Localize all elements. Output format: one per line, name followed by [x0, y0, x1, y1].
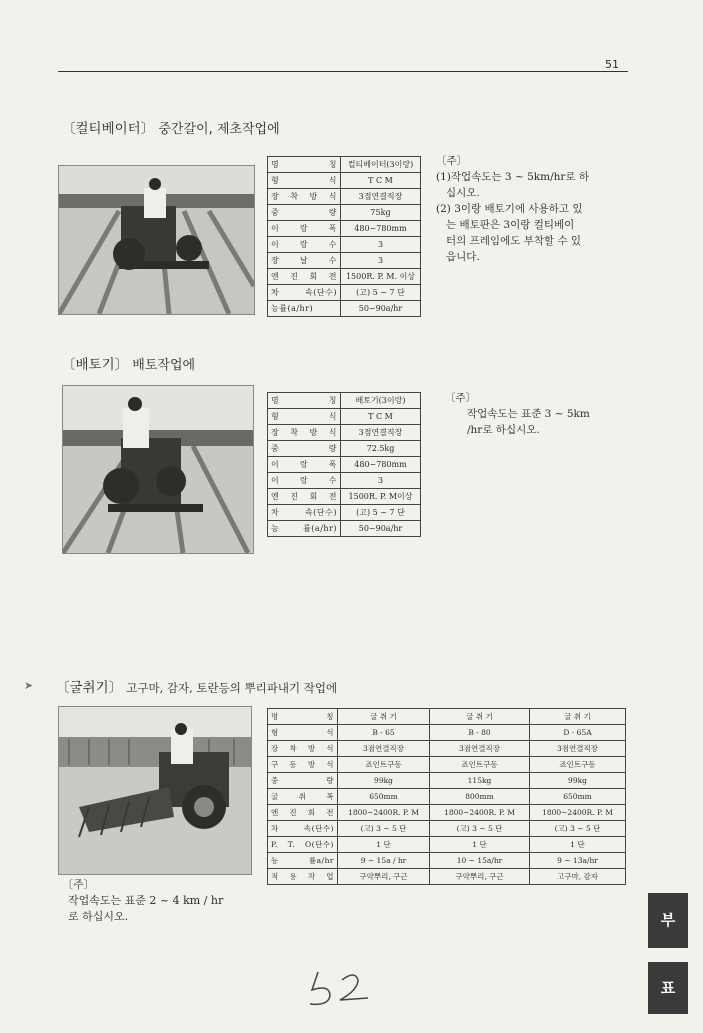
side-tab-bottom: 표: [648, 962, 688, 1014]
spec-row: [268, 505, 421, 521]
handwritten-number: [300, 962, 380, 1016]
spec-value: D - 65A: [530, 725, 626, 741]
spec-label: 이 랑 폭: [268, 457, 341, 473]
spec-value: 650mm: [338, 789, 430, 805]
ridger-note: [445, 390, 590, 438]
spec-value: 99kg: [530, 773, 626, 789]
spec-value: 1 단: [530, 837, 626, 853]
spec-value: 1800~2400R. P. M: [338, 805, 430, 821]
spec-value: 1800~2400R. P. M: [430, 805, 530, 821]
header-cell: 굴 취 기: [430, 709, 530, 725]
spec-row: [268, 789, 626, 805]
digger-photo: [58, 706, 252, 875]
spec-label: 중 량: [268, 205, 341, 221]
note-title: 〔주〕: [445, 392, 477, 404]
spec-row: [268, 837, 626, 853]
spec-value: 3: [341, 237, 421, 253]
spec-label: 엔 진 회 전: [268, 805, 338, 821]
header-cell: 굴 취 기: [530, 709, 626, 725]
spec-value: 고구마, 감자: [530, 869, 626, 885]
spec-row: [268, 425, 421, 441]
spec-value: 1800~2400R. P. M: [530, 805, 626, 821]
digger-title: 〔굴취기〕: [56, 680, 123, 696]
spec-value: 50~90a/hr: [341, 521, 421, 537]
spec-row: [268, 441, 421, 457]
spec-row: [268, 409, 421, 425]
spec-row: [268, 393, 421, 409]
spec-value: 죠인트구동: [430, 757, 530, 773]
spec-row: [268, 869, 626, 885]
digger-spec-table: [267, 708, 626, 885]
spec-row: [268, 725, 626, 741]
spec-value: 72.5kg: [341, 441, 421, 457]
spec-value: B - 65: [338, 725, 430, 741]
spec-value: 1 단: [430, 837, 530, 853]
spec-value: 9 ~ 15a / hr: [338, 853, 430, 869]
spec-value: B - 80: [430, 725, 530, 741]
spec-value: 650mm: [530, 789, 626, 805]
spec-label: 장 착 방 식: [268, 189, 341, 205]
ridger-subtitle: 배토작업에: [132, 358, 196, 373]
spec-value: 컬티베이터(3이랑): [341, 157, 421, 173]
note-line: (2) 3이랑 배토기에 사용하고 있: [436, 203, 583, 215]
side-tab-top: 부: [648, 893, 688, 948]
ridger-title: 〔배토기〕: [62, 357, 129, 373]
spec-label: 명 칭: [268, 393, 341, 409]
spec-label: 능 률a/hr: [268, 853, 338, 869]
ridger-spec-table: [267, 392, 421, 537]
digger-heading: [56, 676, 337, 696]
spec-value: 480~780mm: [341, 221, 421, 237]
spec-value: 50~90a/hr: [341, 301, 421, 317]
spec-value: 9 ~ 13a/hr: [530, 853, 626, 869]
spec-value: 115kg: [430, 773, 530, 789]
note-line: 십시오.: [436, 187, 480, 199]
arrow-mark-icon: ➤: [24, 679, 34, 692]
cultivator-photo: [58, 165, 255, 315]
header-cell: 명 칭: [268, 709, 338, 725]
spec-label: 명 칭: [268, 157, 341, 173]
spec-value: T C M: [341, 409, 421, 425]
spec-label: 형 식: [268, 409, 341, 425]
spec-value: T C M: [341, 173, 421, 189]
page-number: 51: [605, 58, 619, 71]
spec-value: 1500R. P. M. 이상: [341, 269, 421, 285]
spec-value: 배토기(3이랑): [341, 393, 421, 409]
note-line: (1)작업속도는 3 ~ 5km/hr로 하: [436, 171, 590, 183]
spec-value: 1500R. P. M이상: [341, 489, 421, 505]
spec-value: 3점연결직장: [430, 741, 530, 757]
spec-row: [268, 521, 421, 537]
spec-row: [268, 205, 421, 221]
spec-label: 차 속(단수): [268, 505, 341, 521]
digger-note: [62, 877, 223, 925]
spec-row: [268, 757, 626, 773]
spec-row: [268, 173, 421, 189]
note-line: 작업속도는 표준 3 ~ 5km: [467, 408, 590, 420]
header-cell: 굴 취 기: [338, 709, 430, 725]
spec-value: 죠인트구동: [338, 757, 430, 773]
cultivator-subtitle: 중간갈이, 제초작업에: [158, 122, 280, 137]
spec-label: 엔 진 회 전: [268, 489, 341, 505]
spec-row: [268, 805, 626, 821]
spec-value: 480~780mm: [341, 457, 421, 473]
spec-value: 3: [341, 473, 421, 489]
spec-label: 중 량: [268, 441, 341, 457]
spec-value: (고) 5 ~ 7 단: [341, 285, 421, 301]
spec-row: [268, 269, 421, 285]
note-line: 읍니다.: [436, 251, 480, 263]
spec-row: [268, 489, 421, 505]
spec-row: [268, 473, 421, 489]
note-line: /hr로 하십시오.: [467, 424, 540, 436]
spec-value: (고) 3 ~ 5 단: [430, 821, 530, 837]
spec-label: 이 랑 폭: [268, 221, 341, 237]
spec-row: [268, 221, 421, 237]
spec-label: 차 속(단수): [268, 821, 338, 837]
spec-label: 이 랑 수: [268, 473, 341, 489]
spec-label: 적 용 작 업: [268, 869, 338, 885]
spec-row: [268, 237, 421, 253]
spec-value: 1 단: [338, 837, 430, 853]
spec-value: 3점연결직장: [341, 189, 421, 205]
spec-value: (고) 5 ~ 7 단: [341, 505, 421, 521]
cultivator-heading: [62, 117, 280, 137]
spec-row: [268, 253, 421, 269]
spec-label: 능률(a/hr): [268, 301, 341, 317]
spec-value: 구약뿌리, 구근: [430, 869, 530, 885]
note-line: 로 하십시오.: [68, 910, 129, 923]
spec-label: 장 착 방 식: [268, 425, 341, 441]
spec-label: 중 량: [268, 773, 338, 789]
spec-value: 3: [341, 253, 421, 269]
spec-value: 3점연결직장: [530, 741, 626, 757]
spec-label: 차 속(단수): [268, 285, 341, 301]
spec-value: (고) 3 ~ 5 단: [530, 821, 626, 837]
spec-value: 3점연결직장: [341, 425, 421, 441]
spec-label: 장 착 방 식: [268, 741, 338, 757]
spec-label: 형 식: [268, 173, 341, 189]
spec-row: [268, 285, 421, 301]
note-line: 작업속도는 표준 2 ~ 4 km / hr: [68, 894, 224, 907]
spec-row: [268, 821, 626, 837]
cultivator-title: 〔컬티베이터〕: [62, 121, 155, 137]
note-title: 〔주〕: [62, 878, 95, 891]
cultivator-note: [436, 153, 589, 265]
spec-row: [268, 741, 626, 757]
ridger-photo: [62, 385, 254, 554]
note-title: 〔주〕: [436, 155, 468, 167]
header-rule: [58, 71, 628, 72]
spec-value: 죠인트구동: [530, 757, 626, 773]
spec-value: 99kg: [338, 773, 430, 789]
spec-value: 10 ~ 15a/hr: [430, 853, 530, 869]
spec-row: [268, 457, 421, 473]
spec-label: 굴 취 폭: [268, 789, 338, 805]
spec-label: P. T. O(단수): [268, 837, 338, 853]
spec-label: 능 률(a/hr): [268, 521, 341, 537]
cultivator-spec-table: [267, 156, 421, 317]
digger-subtitle: 고구마, 감자, 토란등의 뿌리파내기 작업에: [126, 681, 338, 695]
spec-value: 800mm: [430, 789, 530, 805]
spec-label: 엔 진 회 전: [268, 269, 341, 285]
note-line: 는 배토판은 3이랑 컬티베이: [436, 219, 575, 231]
spec-label: 형 식: [268, 725, 338, 741]
spec-row: [268, 157, 421, 173]
spec-label: 구 동 방 식: [268, 757, 338, 773]
spec-row: [268, 773, 626, 789]
note-line: 터의 프레임에도 부착할 수 있: [436, 235, 582, 247]
spec-label: 이 랑 수: [268, 237, 341, 253]
spec-value: 3점연결직장: [338, 741, 430, 757]
ridger-heading: [62, 353, 195, 373]
spec-row: [268, 853, 626, 869]
spec-row: [268, 301, 421, 317]
spec-row: [268, 189, 421, 205]
spec-value: (고) 3 ~ 5 단: [338, 821, 430, 837]
spec-value: 구약뿌리, 구근: [338, 869, 430, 885]
spec-value: 75kg: [341, 205, 421, 221]
spec-label: 장 날 수: [268, 253, 341, 269]
